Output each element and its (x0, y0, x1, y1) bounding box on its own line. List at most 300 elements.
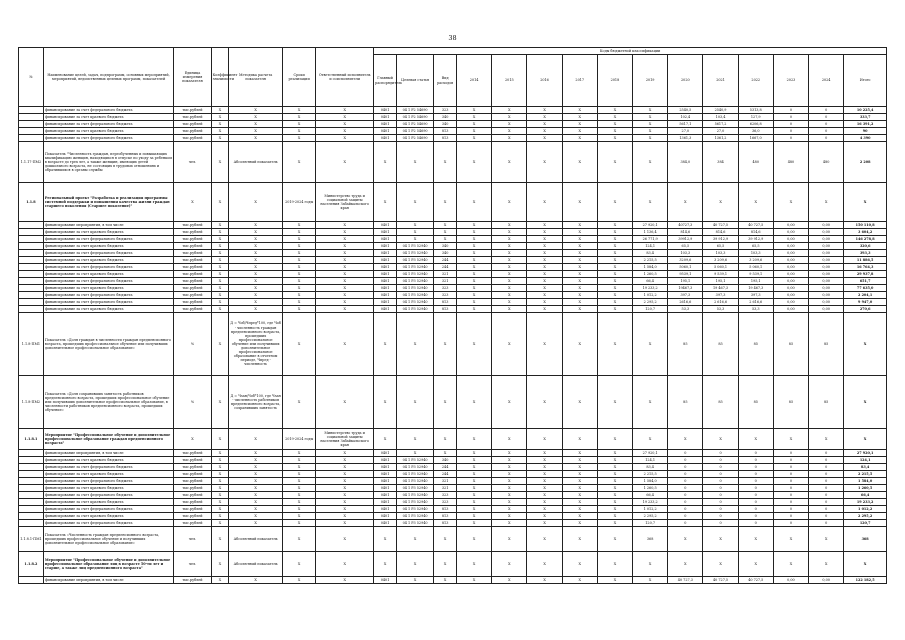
table-cell: 0 (773, 499, 808, 506)
table-cell: X (703, 183, 738, 222)
table-cell: X (316, 306, 374, 313)
table-cell: 1 012,2 (633, 506, 668, 513)
table-cell: X (211, 429, 229, 450)
table-cell: 103,3 (668, 250, 703, 257)
table-cell: X (316, 121, 374, 128)
table-cell: 1 136,4 (633, 229, 668, 236)
table-cell: X (492, 292, 527, 299)
table-cell: X (809, 429, 844, 450)
table-cell: X (457, 429, 492, 450)
table-cell: X (527, 114, 562, 121)
table-cell: X (633, 376, 668, 429)
table-cell: X (562, 292, 597, 299)
table-cell: 19 467,3 (703, 285, 738, 292)
table-cell: 340 (434, 457, 457, 464)
table-cell: X (597, 128, 632, 135)
table-cell: X (597, 471, 632, 478)
table-row (19, 313, 887, 376)
row-label-cell: финансирование за счет краевого бюджета (43, 485, 173, 492)
table-cell: X (283, 135, 316, 142)
table-cell: X (211, 278, 229, 285)
table-cell: X (738, 527, 773, 552)
table-cell: X (457, 285, 492, 292)
table-cell: X (527, 292, 562, 299)
table-cell: 0401 (374, 243, 397, 250)
table-cell: тыс.рублей (174, 236, 211, 243)
table-cell: X (597, 450, 632, 457)
table-cell: X (457, 306, 492, 313)
table-cell: 0 (738, 520, 773, 527)
table-cell: X (562, 243, 597, 250)
col-header-coef: Коэффициент значимости (211, 48, 229, 107)
table-cell: X (283, 285, 316, 292)
table-cell: 0,00 (773, 264, 808, 271)
table-cell: X (597, 121, 632, 128)
table-cell: X (457, 222, 492, 229)
table-cell: X (229, 492, 283, 499)
col-header-grbs: Главный распорядитель (374, 55, 397, 107)
table-cell: 0 (738, 499, 773, 506)
table-cell: X (668, 552, 703, 577)
table-cell: X (562, 128, 597, 135)
table-cell: 39912,9 (668, 236, 703, 243)
table-cell (19, 121, 44, 128)
table-cell: 1.1.17-ПМ2 (19, 142, 44, 183)
row-label-cell: Мероприятие "Профессиональное обучение и дополнительное профессиональное образование лиц в возрасте 50-ти лет и старше, а также лиц предпенсионного возраста" (43, 552, 173, 577)
table-cell: тыс.рублей (174, 250, 211, 257)
table-cell: X (562, 183, 597, 222)
table-cell: X (316, 299, 374, 306)
table-cell (19, 471, 44, 478)
table-cell: тыс.рублей (174, 292, 211, 299)
table-cell: X (316, 552, 374, 577)
table-cell: X (211, 183, 229, 222)
table-cell: X (492, 183, 527, 222)
table-cell: X (527, 299, 562, 306)
table-cell: 04 1 P3 52940 (396, 485, 433, 492)
table-cell: X (597, 299, 632, 306)
table-cell: 0 (809, 135, 844, 142)
table-cell: 5313,8 (738, 107, 773, 114)
table-cell: X (396, 222, 433, 229)
table-cell: тыс.рублей (174, 499, 211, 506)
table-cell: X (809, 527, 844, 552)
table-cell: 0,00 (809, 306, 844, 313)
table-cell: X (283, 478, 316, 485)
table-row (19, 306, 887, 313)
table-cell: 39 912,9 (703, 236, 738, 243)
table-cell: X (316, 527, 374, 552)
table-cell: 04 1 P3 52940 (396, 264, 433, 271)
table-cell: 195,1 (668, 278, 703, 285)
table-cell: 90 (844, 128, 887, 135)
table-cell: X (229, 292, 283, 299)
table-row (19, 429, 887, 450)
table-cell (19, 464, 44, 471)
table-cell: X (283, 306, 316, 313)
table-cell: 0 (703, 478, 738, 485)
col-header-2020: 2020 (668, 55, 703, 107)
table-cell: 65,5 (668, 243, 703, 250)
table-cell: X (562, 121, 597, 128)
table-cell: X (211, 285, 229, 292)
table-cell: X (211, 376, 229, 429)
table-cell: X (283, 527, 316, 552)
table-cell: 814,6 (703, 229, 738, 236)
table-cell: X (316, 271, 374, 278)
table-cell: X (597, 229, 632, 236)
table-cell: X (396, 450, 433, 457)
table-cell: 150 110,8 (844, 222, 887, 229)
row-label-cell: финансирование за счет федерального бюджета (43, 121, 173, 128)
table-cell: тыс.рублей (174, 457, 211, 464)
table-cell: 0 (809, 457, 844, 464)
table-cell: тыс.рублей (174, 471, 211, 478)
table-cell: X (211, 527, 229, 552)
table-cell: X (562, 107, 597, 114)
table-cell (19, 135, 44, 142)
table-cell: 0401 (374, 471, 397, 478)
table-cell: X (597, 257, 632, 264)
table-cell: 5617,2 (703, 121, 738, 128)
table-cell: X (374, 142, 397, 183)
table-cell: X (562, 552, 597, 577)
table-cell: X (229, 520, 283, 527)
table-cell: 0 (668, 492, 703, 499)
table-cell: X (374, 552, 397, 577)
table-cell: 1361,3 (668, 135, 703, 142)
table-cell: тыс.рублей (174, 222, 211, 229)
table-cell: 27 920,1 (844, 450, 887, 457)
table-cell: 9 539,1 (738, 271, 773, 278)
table-cell: X (597, 285, 632, 292)
row-label-cell: финансирование за счет краевого бюджета (43, 243, 173, 250)
table-cell: X (211, 135, 229, 142)
table-cell: 397,3 (703, 292, 738, 299)
table-cell: X (316, 513, 374, 520)
table-cell: X (562, 142, 597, 183)
row-label-cell: финансирование за счет федерального бюджета (43, 299, 173, 306)
table-cell: X (316, 464, 374, 471)
table-cell: X (492, 236, 527, 243)
table-cell (19, 222, 44, 229)
table-cell: 04 1 F2 54690 (396, 107, 433, 114)
row-label-cell: финансирование за счет федерального бюджета (43, 250, 173, 257)
table-cell: 384,0 (668, 142, 703, 183)
table-cell: 9 539,1 (703, 271, 738, 278)
table-cell: X (316, 128, 374, 135)
table-cell: 27,0 (668, 128, 703, 135)
table-cell: X (844, 183, 887, 222)
table-cell: X (229, 513, 283, 520)
table-cell: 195,1 (738, 278, 773, 285)
table-cell: X (527, 306, 562, 313)
row-label-cell: финансирование за счет краевого бюджета (43, 229, 173, 236)
table-cell: X (211, 513, 229, 520)
table-cell: X (527, 278, 562, 285)
table-cell: 04 1 P3 52940 (396, 306, 433, 313)
table-cell: X (211, 520, 229, 527)
col-header-total: Итого (844, 55, 887, 107)
table-cell: 04 1 P3 52940 (396, 464, 433, 471)
table-cell: X (597, 236, 632, 243)
table-cell: тыс.рублей (174, 243, 211, 250)
table-cell: X (492, 264, 527, 271)
table-cell: 0401 (374, 285, 397, 292)
table-cell: X (434, 577, 457, 584)
table-cell: 1.1.8-ПМ2 (19, 376, 44, 429)
table-cell: X (374, 313, 397, 376)
table-cell: X (457, 313, 492, 376)
table-cell: 1.1.8.1 (19, 429, 44, 450)
table-cell: X (492, 135, 527, 142)
table-cell: Абсолютный показатель (229, 142, 283, 183)
table-cell: X (283, 506, 316, 513)
table-cell: X (283, 513, 316, 520)
table-cell: 0 (668, 457, 703, 464)
table-cell: X (283, 278, 316, 285)
table-cell: X (229, 471, 283, 478)
table-cell: X (668, 429, 703, 450)
table-cell: X (703, 429, 738, 450)
table-cell: 0,00 (809, 243, 844, 250)
table-cell: 3 209,6 (703, 257, 738, 264)
table-cell: X (316, 485, 374, 492)
table-cell: 0,00 (809, 236, 844, 243)
table-cell: 0 (703, 492, 738, 499)
table-cell: 0,00 (773, 292, 808, 299)
table-cell: X (668, 183, 703, 222)
table-cell: 04 1 P3 52940 (396, 285, 433, 292)
table-cell: 1.1.8.2 (19, 552, 44, 577)
table-cell: 0 (703, 457, 738, 464)
table-cell: X (457, 450, 492, 457)
table-cell: X (434, 527, 457, 552)
table-cell: X (316, 107, 374, 114)
row-label-cell: финансирование за счет краевого бюджета (43, 271, 173, 278)
table-cell: X (283, 450, 316, 457)
table-cell: 0401 (374, 257, 397, 264)
table-cell: X (527, 271, 562, 278)
table-cell (19, 492, 44, 499)
table-cell: 2 295,2 (844, 513, 887, 520)
table-cell: X (492, 128, 527, 135)
table-cell: 66,4 (633, 492, 668, 499)
table-cell: X (211, 257, 229, 264)
table-cell: тыс.рублей (174, 513, 211, 520)
table-cell: 85 (668, 376, 703, 429)
table-cell: тыс.рублей (174, 229, 211, 236)
table-cell: 04 1 P3 52940 (396, 471, 433, 478)
table-cell: 2019-2024 годы (283, 183, 316, 222)
col-header-num: № (19, 48, 44, 107)
table-cell: X (229, 107, 283, 114)
table-cell: 0401 (374, 128, 397, 135)
table-cell: 1 260,5 (633, 485, 668, 492)
table-cell: 321 (434, 478, 457, 485)
row-label-cell: финансирование за счет федерального бюджета (43, 464, 173, 471)
table-cell: X (283, 236, 316, 243)
table-cell: X (316, 278, 374, 285)
table-cell: 0 (809, 492, 844, 499)
table-cell: X (597, 464, 632, 471)
table-cell (19, 499, 44, 506)
table-cell: X (396, 376, 433, 429)
table-cell: 1 584,0 (844, 478, 887, 485)
table-cell: 0401 (374, 464, 397, 471)
table-cell: X (527, 107, 562, 114)
table-cell: 0 (703, 513, 738, 520)
table-cell: 323 (434, 492, 457, 499)
table-cell (19, 513, 44, 520)
table-cell: X (562, 376, 597, 429)
table-cell: X (597, 376, 632, 429)
table-row (19, 222, 887, 229)
table-cell: X (211, 222, 229, 229)
table-cell (19, 457, 44, 464)
table-cell: X (527, 257, 562, 264)
table-cell: X (316, 478, 374, 485)
table-cell: X (283, 222, 316, 229)
table-cell: 1.1.8 (19, 183, 44, 222)
table-cell: X (773, 552, 808, 577)
table-cell: 0 (809, 506, 844, 513)
table-cell: 0 (773, 471, 808, 478)
table-cell: X (211, 128, 229, 135)
table-cell: X (597, 107, 632, 114)
table-cell (19, 292, 44, 299)
table-cell: X (597, 527, 632, 552)
table-cell: X (211, 478, 229, 485)
table-cell: X (434, 229, 457, 236)
table-cell: 0 (738, 471, 773, 478)
table-cell: X (283, 142, 316, 183)
table-cell: 0,00 (809, 299, 844, 306)
table-cell: X (316, 471, 374, 478)
table-cell: 0401 (374, 478, 397, 485)
table-cell: 0,00 (809, 577, 844, 584)
table-cell: X (229, 250, 283, 257)
table-cell: 39 912,9 (738, 236, 773, 243)
table-cell: 1 012,2 (844, 506, 887, 513)
table-cell: X (597, 492, 632, 499)
table-cell: тыс.рублей (174, 450, 211, 457)
table-cell: X (316, 520, 374, 527)
table-cell: 04 1 P3 52940 (396, 499, 433, 506)
table-cell: X (562, 250, 597, 257)
table-cell (19, 114, 44, 121)
table-cell: X (316, 142, 374, 183)
table-cell: X (562, 520, 597, 527)
table-cell: X (492, 552, 527, 577)
table-cell: X (211, 313, 229, 376)
table-cell: X (457, 552, 492, 577)
table-cell: 0 (703, 485, 738, 492)
table-cell: X (457, 492, 492, 499)
table-cell: X (211, 457, 229, 464)
table-cell: X (492, 271, 527, 278)
table-cell: 0 (668, 513, 703, 520)
table-cell: X (283, 552, 316, 577)
table-cell: 2 204,1 (844, 292, 887, 299)
table-cell: 0401 (374, 485, 397, 492)
table-cell: X (562, 229, 597, 236)
table-cell: 0 (703, 464, 738, 471)
table-cell: X (597, 222, 632, 229)
table-cell: 85 (703, 376, 738, 429)
table-cell: X (527, 142, 562, 183)
table-cell: чел. (174, 552, 211, 577)
table-cell: X (374, 429, 397, 450)
table-cell (19, 299, 44, 306)
table-cell: 04 1 P3 52940 (396, 513, 433, 520)
table-cell: X (633, 552, 668, 577)
table-cell: 16 391,2 (844, 121, 887, 128)
col-header-budget-codes: Коды бюджетной классификации (374, 48, 887, 55)
table-cell: 0 (809, 464, 844, 471)
table-cell: 0 (668, 506, 703, 513)
table-cell: X (844, 429, 887, 450)
table-cell: 0401 (374, 520, 397, 527)
row-label-cell: финансирование за счет краевого бюджета (43, 306, 173, 313)
table-cell: 19 233,2 (633, 499, 668, 506)
table-cell: X (562, 492, 597, 499)
table-cell: X (396, 527, 433, 552)
table-cell: X (457, 471, 492, 478)
table-cell: 1361,2 (703, 135, 738, 142)
table-cell (19, 478, 44, 485)
table-cell: X (229, 114, 283, 121)
table-cell: 0,00 (809, 278, 844, 285)
table-cell: X (457, 264, 492, 271)
table-cell: 393,3 (844, 250, 887, 257)
table-cell: X (527, 183, 562, 222)
row-label-cell: финансирование за счет федерального бюджета (43, 278, 173, 285)
table-cell (19, 450, 44, 457)
table-cell: 0401 (374, 299, 397, 306)
table-cell: X (229, 464, 283, 471)
table-cell: 813 (434, 299, 457, 306)
table-cell: X (492, 222, 527, 229)
table-cell: 3209,6 (668, 257, 703, 264)
table-cell: X (283, 264, 316, 271)
table-cell: X (457, 257, 492, 264)
table-cell: X (562, 478, 597, 485)
table-cell: X (562, 506, 597, 513)
table-cell: 0 (738, 506, 773, 513)
table-cell (19, 271, 44, 278)
table-cell: X (562, 264, 597, 271)
table-cell: X (283, 299, 316, 306)
table-cell: 2 208 (844, 142, 887, 183)
table-cell: X (396, 429, 433, 450)
table-cell: X (434, 236, 457, 243)
table-cell: 0 (773, 485, 808, 492)
table-cell: 0 (738, 478, 773, 485)
table-cell: 83,4 (844, 464, 887, 471)
table-cell: X (283, 492, 316, 499)
table-cell (19, 229, 44, 236)
table-cell: 2 215,5 (633, 257, 668, 264)
table-cell: 0 (703, 506, 738, 513)
table-cell: X (597, 478, 632, 485)
row-label-cell: финансирование за счет федерального бюджета (43, 135, 173, 142)
table-cell: X (527, 376, 562, 429)
table-cell (19, 506, 44, 513)
table-cell: X (457, 183, 492, 222)
table-cell: X (597, 183, 632, 222)
col-header-2021: 2021 (703, 55, 738, 107)
